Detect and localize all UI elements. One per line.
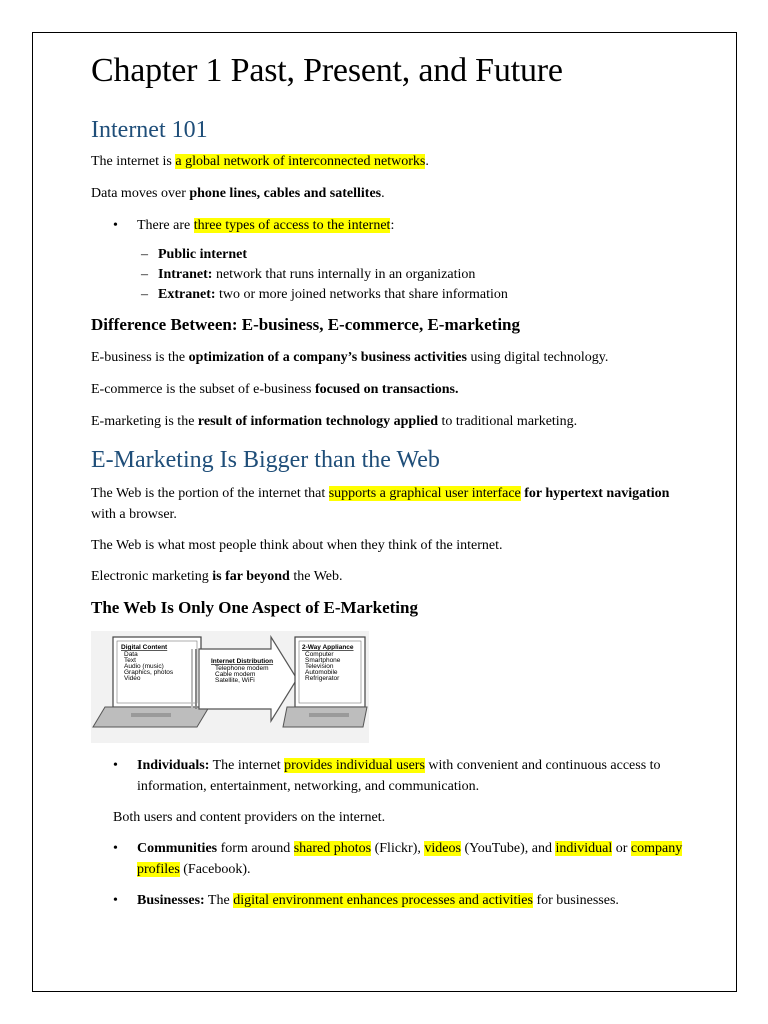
bullet-list-communities	[91, 838, 691, 880]
paragraph-web-think: The Web is what most people think about when they think of the internet.	[91, 538, 503, 553]
list-item: – Intranet: network that runs internally in an organization	[141, 267, 476, 282]
diagram-left-item: Audio (music)	[124, 663, 164, 670]
diagram-left-item: Data	[124, 651, 138, 658]
diagram-right-title: 2-Way Appliance	[302, 644, 354, 651]
paragraph-emarketing: E-marketing is the result of information technology applied to traditional marketing.	[91, 414, 578, 429]
diagram-right-item: Refrigerator	[305, 675, 340, 682]
paragraph-data-moves: Data moves over phone lines, cables and satellites.	[91, 186, 385, 201]
paragraph-electronic-marketing: Electronic marketing is far beyond the Web.	[91, 569, 343, 584]
bullet-list-businesses	[91, 890, 691, 911]
emarketing-diagram	[91, 631, 369, 743]
bullet-list-individuals	[91, 755, 691, 797]
section-heading-bigger-than-web: E-Marketing Is Bigger than the Web	[91, 447, 440, 473]
list-item: • Individuals: The internet provides individual users with convenient and continuous access to information, entertainment, networking, and communication.	[113, 758, 661, 794]
paragraph-both-users: Both users and content providers on the internet.	[113, 810, 386, 825]
diagram-left-item: Text	[124, 657, 136, 664]
subheading-one-aspect: The Web Is Only One Aspect of E-Marketing	[91, 598, 418, 617]
diagram-mid-item: Telephone modem	[215, 665, 269, 672]
diagram-left-title: Digital Content	[121, 644, 168, 651]
diagram-right-item: Smartphone	[305, 657, 341, 664]
diagram-left-item: Video	[124, 675, 141, 682]
paragraph-internet-definition: The internet is a global network of interconnected networks.	[91, 154, 429, 169]
list-item: – Public internet	[141, 247, 248, 262]
section-heading-internet-101: Internet 101	[91, 117, 208, 143]
page-content	[91, 49, 691, 911]
diagram-mid-title: Internet Distribution	[211, 658, 274, 665]
diagram-left-item: Graphics, photos	[124, 669, 174, 676]
paragraph-web-portion: The Web is the portion of the internet that supports a graphical user interface for hypertext navigation with a browser.	[91, 486, 670, 522]
paragraph-ecommerce: E-commerce is the subset of e-business focused on transactions.	[91, 382, 459, 397]
paragraph-ebusiness: E-business is the optimization of a company’s business activities using digital technology.	[91, 350, 609, 365]
diagram-mid-item: Satellite, WiFi	[215, 677, 255, 684]
list-item: • Communities form around shared photos (Flickr), videos (YouTube), and individual or company profiles (Facebook).	[113, 841, 683, 877]
highlight: a global network of interconnected networks	[175, 154, 426, 169]
access-types-list	[91, 245, 691, 305]
document-page	[32, 32, 737, 992]
list-item: • Businesses: The digital environment enhances processes and activities for businesses.	[113, 893, 619, 908]
subheading-difference: Difference Between: E-business, E-commerce, E-marketing	[91, 315, 520, 334]
diagram-mid-item: Cable modem	[215, 671, 256, 678]
list-item: – Extranet: two or more joined networks that share information	[141, 287, 508, 302]
diagram-right-item: Automobile	[305, 669, 338, 676]
diagram-right-item: Computer	[305, 651, 334, 658]
chapter-title: Chapter 1 Past, Present, and Future	[91, 52, 563, 89]
diagram-right-item: Television	[305, 663, 334, 670]
diagram-container	[91, 631, 691, 747]
bullet-list-access	[91, 215, 691, 236]
list-item: • There are three types of access to the internet:	[113, 218, 395, 233]
